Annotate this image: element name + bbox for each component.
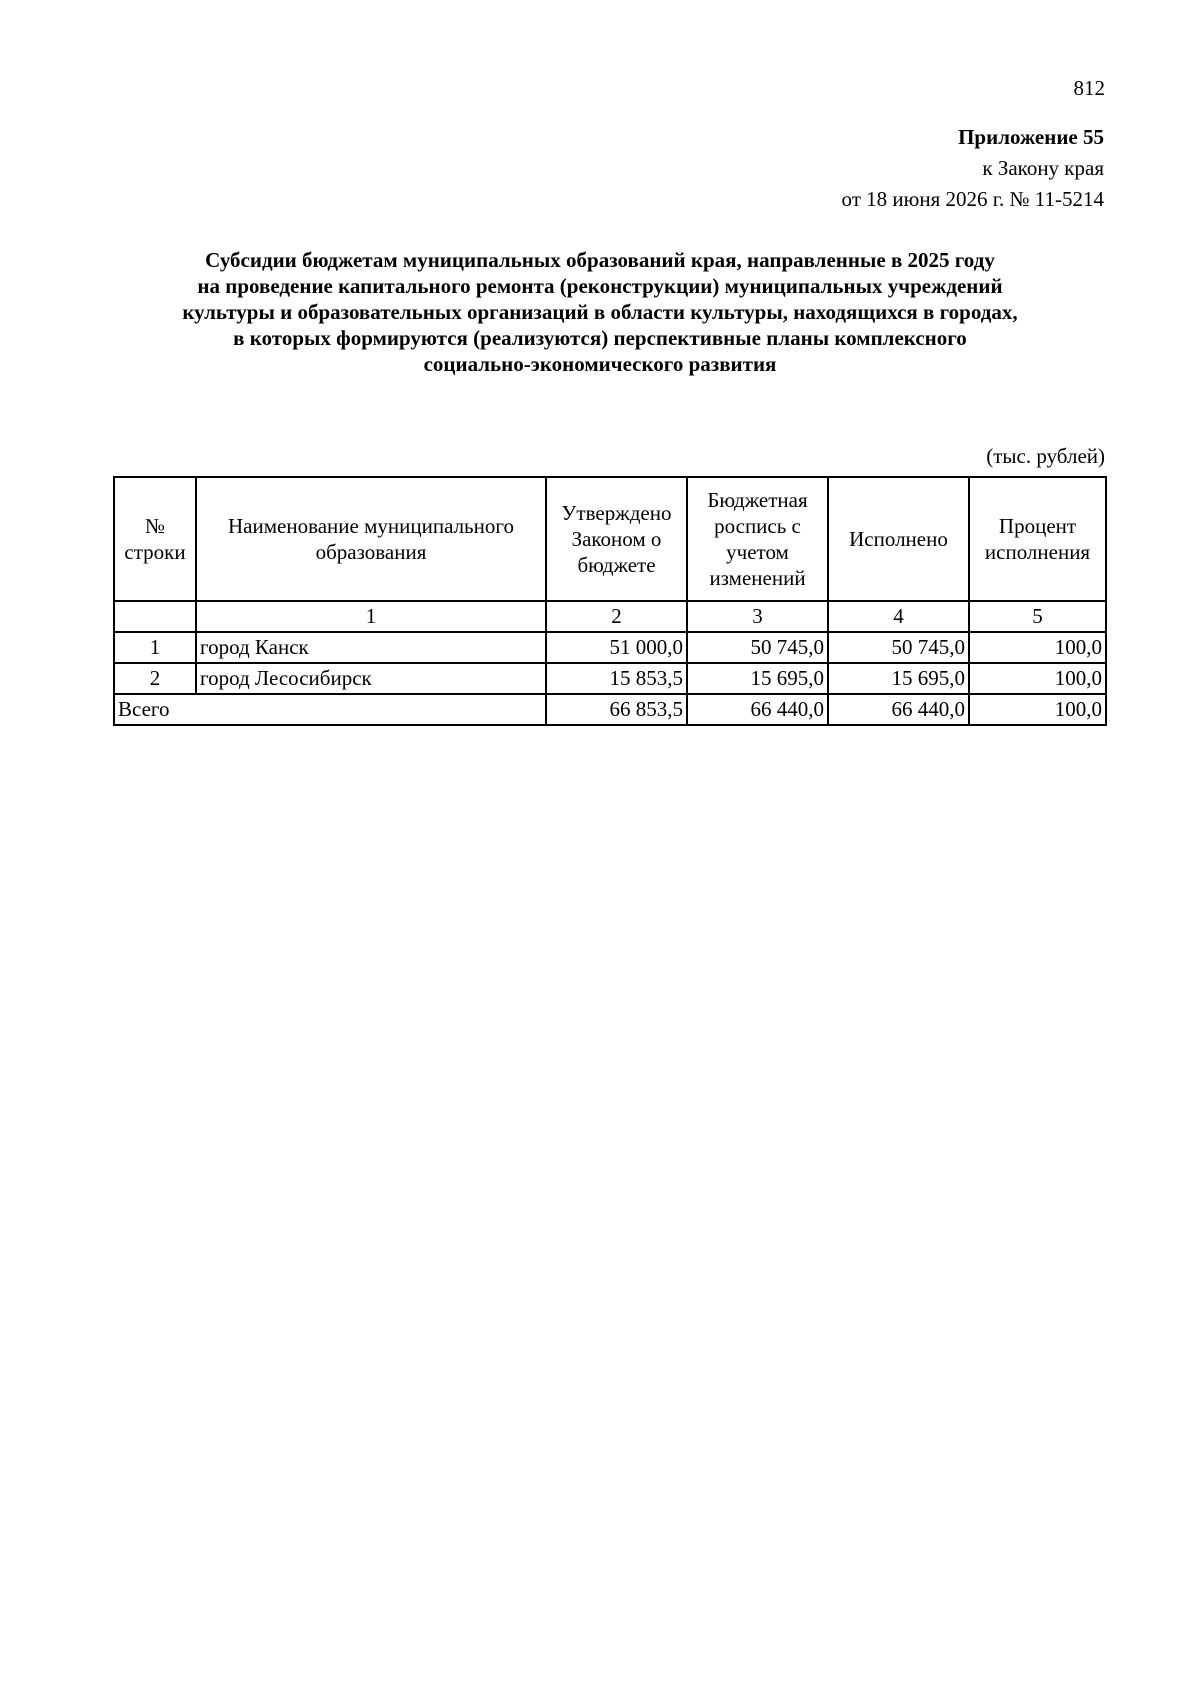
column-numbers-row [114, 601, 1106, 632]
document-title [100, 247, 1100, 377]
column-number: 5 [969, 601, 1106, 632]
percent-value: 100,0 [969, 632, 1106, 663]
total-budget-list: 66 440,0 [687, 694, 828, 725]
title-line: культуры и образовательных организаций в области культуры, находящихся в городах, [182, 300, 1018, 324]
total-percent: 100,0 [969, 694, 1106, 725]
page-number: 812 [1073, 76, 1105, 100]
units-label: (тыс. рублей) [986, 444, 1105, 468]
header-municipality: Наименование муниципального образования [196, 477, 546, 601]
title-line: на проведение капитального ремонта (реконструкции) муниципальных учреждений [197, 274, 1003, 298]
appendix-block [842, 122, 1104, 215]
header-budget-list: Бюджетная роспись с учетом изменений [687, 477, 828, 601]
appendix-law-reference: к Закону края [982, 156, 1104, 180]
municipality-name: город Лесосибирск [196, 663, 546, 694]
approved-value: 15 853,5 [546, 663, 687, 694]
header-row-number: № строки [114, 477, 196, 601]
subsidies-table [113, 476, 1107, 726]
column-number: 4 [828, 601, 969, 632]
approved-value: 51 000,0 [546, 632, 687, 663]
row-number: 1 [114, 632, 196, 663]
appendix-title: Приложение 55 [958, 125, 1104, 149]
table-row [114, 632, 1106, 663]
executed-value: 15 695,0 [828, 663, 969, 694]
total-row [114, 694, 1106, 725]
column-number: 3 [687, 601, 828, 632]
header-executed: Исполнено [828, 477, 969, 601]
table-row [114, 663, 1106, 694]
budget-list-value: 50 745,0 [687, 632, 828, 663]
title-line: в которых формируются (реализуются) перспективные планы комплексного [233, 326, 967, 350]
header-percent: Процент исполнения [969, 477, 1106, 601]
total-approved: 66 853,5 [546, 694, 687, 725]
title-line: социально-экономического развития [423, 352, 777, 376]
column-number [114, 601, 196, 632]
total-label: Всего [114, 694, 546, 725]
header-approved: Утверждено Законом о бюджете [546, 477, 687, 601]
executed-value: 50 745,0 [828, 632, 969, 663]
row-number: 2 [114, 663, 196, 694]
column-number: 1 [196, 601, 546, 632]
column-number: 2 [546, 601, 687, 632]
appendix-law-date: от 18 июня 2026 г. № 11-5214 [841, 187, 1104, 211]
percent-value: 100,0 [969, 663, 1106, 694]
municipality-name: город Канск [196, 632, 546, 663]
total-executed: 66 440,0 [828, 694, 969, 725]
table-header-row [114, 477, 1106, 601]
budget-list-value: 15 695,0 [687, 663, 828, 694]
title-line: Субсидии бюджетам муниципальных образований края, направленные в 2025 году [205, 248, 995, 272]
